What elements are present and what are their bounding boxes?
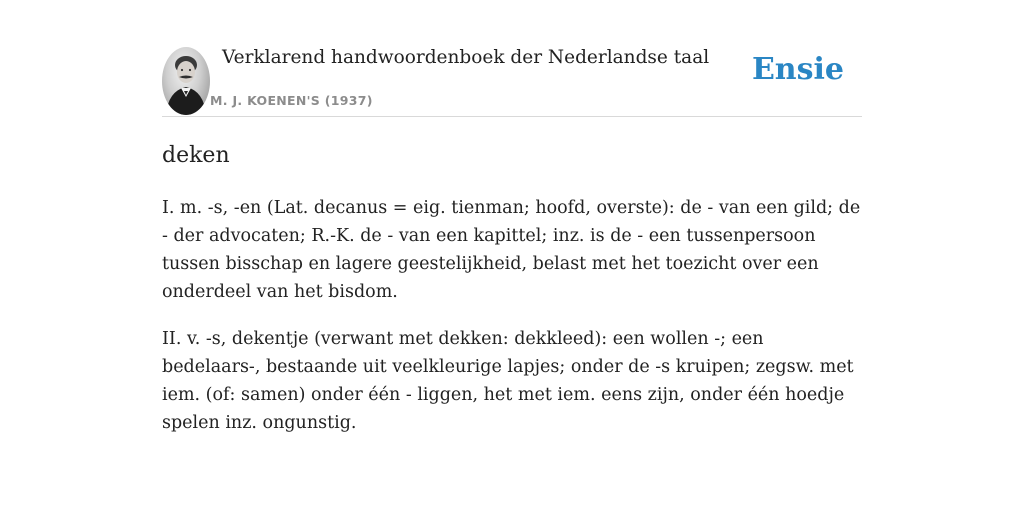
author-portrait-image: [162, 47, 210, 115]
definition-2: II. v. -s, dekentje (verwant met dekken: dekkleed): een wollen -; een bedelaars-, bestaande uit veelkleurige lapjes; onder de -s kruipen; zegsw. met iem. (of: samen) onder één - liggen, het met iem. eens zijn, onder één hoedje spelen inz. ongunstig.: [162, 329, 854, 433]
author-label: M. J. KOENEN'S (1937): [210, 93, 373, 108]
author-portrait-icon: [162, 47, 210, 115]
ensie-logo-link[interactable]: Ensie: [751, 52, 844, 87]
entry-headword: deken: [162, 143, 230, 168]
book-title: Verklarend handwoordenboek der Nederlandse taal: [222, 47, 710, 68]
header: [162, 46, 862, 117]
page: [162, 0, 862, 437]
definition-1: I. m. -s, -en (Lat. decanus = eig. tienman; hoofd, overste): de - van een gild; de - der advocaten; R.-K. de - van een kapittel; inz. is de - een tussenpersoon tussen bisschap en lagere geestelijkheid, belast met het toezicht over een onderdeel van het bisdom.: [162, 198, 861, 302]
